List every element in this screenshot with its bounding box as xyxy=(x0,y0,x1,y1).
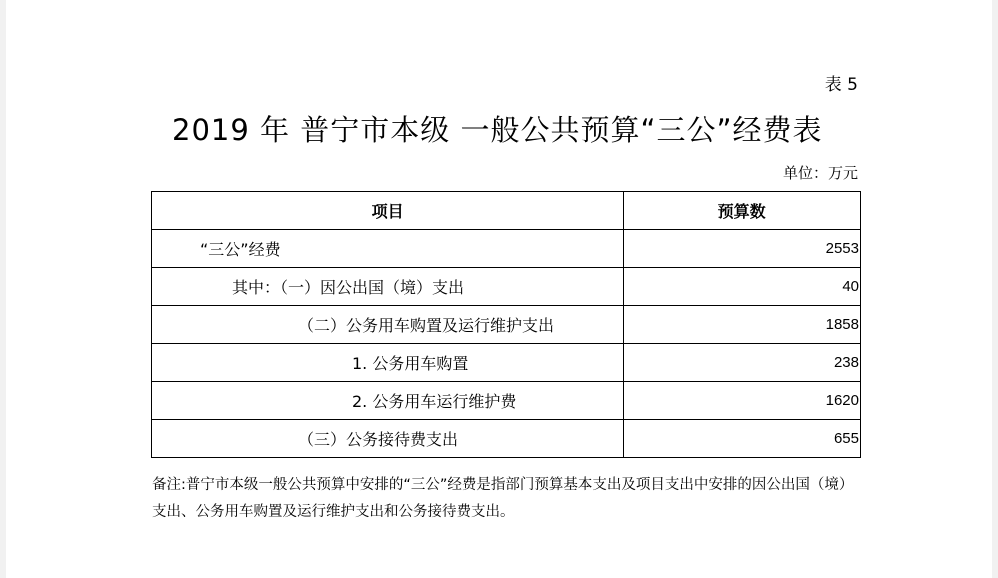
table-row xyxy=(152,344,861,382)
row-budget-value: 238 xyxy=(624,344,861,382)
budget-table xyxy=(151,191,861,458)
unit-label: 单位：万元 xyxy=(782,164,858,182)
page-title: 2019 年 普宁市本级 一般公共预算“三公”经费表 xyxy=(172,113,823,147)
row-budget-value: 655 xyxy=(624,420,861,458)
table-row xyxy=(152,306,861,344)
column-header-item: 项目 xyxy=(152,192,624,230)
table-number: 表 5 xyxy=(824,75,858,95)
row-budget-value: 1620 xyxy=(624,382,861,420)
row-item-label: 2. 公务用车运行维护费 xyxy=(152,382,624,420)
table-row xyxy=(152,382,861,420)
row-item-label: 其中：（一）因公出国（境）支出 xyxy=(152,268,624,306)
table-row xyxy=(152,420,861,458)
row-budget-value: 1858 xyxy=(624,306,861,344)
table-row xyxy=(152,230,861,268)
page-edge-left xyxy=(0,0,6,578)
row-item-label: （三）公务接待费支出 xyxy=(152,420,624,458)
table-header-row xyxy=(152,192,861,230)
table-row xyxy=(152,268,861,306)
page-edge-right xyxy=(992,0,998,578)
row-item-label: （二）公务用车购置及运行维护支出 xyxy=(152,306,624,344)
column-header-budget: 预算数 xyxy=(624,192,861,230)
footnote: 备注:普宁市本级一般公共预算中安排的“三公”经费是指部门预算基本支出及项目支出中安排的因公出国（境）支出、公务用车购置及运行维护支出和公务接待费支出。 xyxy=(152,477,854,520)
row-item-label: “三公”经费 xyxy=(152,230,624,268)
row-budget-value: 40 xyxy=(624,268,861,306)
row-budget-value: 2553 xyxy=(624,230,861,268)
row-item-label: 1. 公务用车购置 xyxy=(152,344,624,382)
